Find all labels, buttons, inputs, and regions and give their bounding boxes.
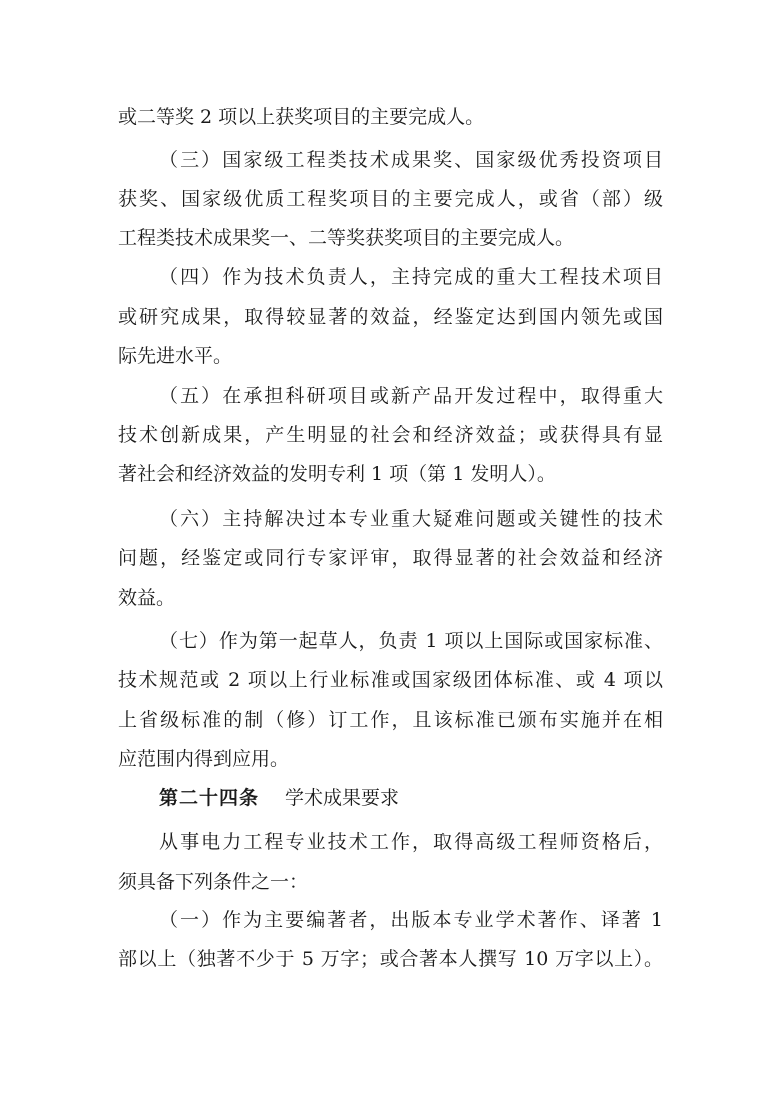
paragraph-line: （七）作为第一起草人，负责 1 项以上国际或国家标准、 xyxy=(159,630,663,652)
paragraph-line: 技术创新成果，产生明显的社会和经济效益；或获得具有显 xyxy=(118,424,663,446)
paragraph-line: 或二等奖 2 项以上获奖项目的主要完成人。 xyxy=(118,106,485,128)
paragraph-line: （四）作为技术负责人，主持完成的重大工程技术项目 xyxy=(159,266,663,288)
paragraph-line: 须具备下列条件之一： xyxy=(118,871,309,893)
article-heading xyxy=(159,780,399,816)
paragraph-line: 际先进水平。 xyxy=(118,345,233,367)
paragraph-line: 上省级标准的制（修）订工作，且该标准已颁布实施并在相 xyxy=(118,709,663,731)
paragraph-line: 部以上（独著不少于 5 万字；或合著本人撰写 10 万字以上）。 xyxy=(118,948,663,970)
paragraph-line: 从事电力工程专业技术工作，取得高级工程师资格后， xyxy=(159,831,663,853)
paragraph-line: 技术规范或 2 项以上行业标准或国家级团体标准、或 4 项以 xyxy=(118,669,663,691)
paragraph-line: 效益。 xyxy=(118,587,176,609)
paragraph-line: 应范围内得到应用。 xyxy=(118,748,290,770)
paragraph-line: 问题，经鉴定或同行专家评审，取得显著的社会效益和经济 xyxy=(118,547,663,569)
article-title: 学术成果要求 xyxy=(285,787,400,809)
article-number: 第二十四条 xyxy=(159,787,260,809)
paragraph-line: （五）在承担科研项目或新产品开发过程中，取得重大 xyxy=(159,385,663,407)
paragraph-line: （六）主持解决过本专业重大疑难问题或关键性的技术 xyxy=(159,508,663,530)
paragraph-line: 工程类技术成果奖一、二等奖获奖项目的主要完成人。 xyxy=(118,227,575,249)
paragraph-line: 或研究成果，取得较显著的效益，经鉴定达到国内领先或国 xyxy=(118,306,663,328)
paragraph-line: 获奖、国家级优质工程奖项目的主要完成人，或省（部）级 xyxy=(118,188,663,210)
paragraph-line: （三）国家级工程类技术成果奖、国家级优秀投资项目 xyxy=(159,149,663,171)
paragraph-line: （一）作为主要编著者，出版本专业学术著作、译著 1 xyxy=(159,909,663,931)
paragraph-line: 著社会和经济效益的发明专利 1 项（第 1 发明人）。 xyxy=(118,463,556,485)
